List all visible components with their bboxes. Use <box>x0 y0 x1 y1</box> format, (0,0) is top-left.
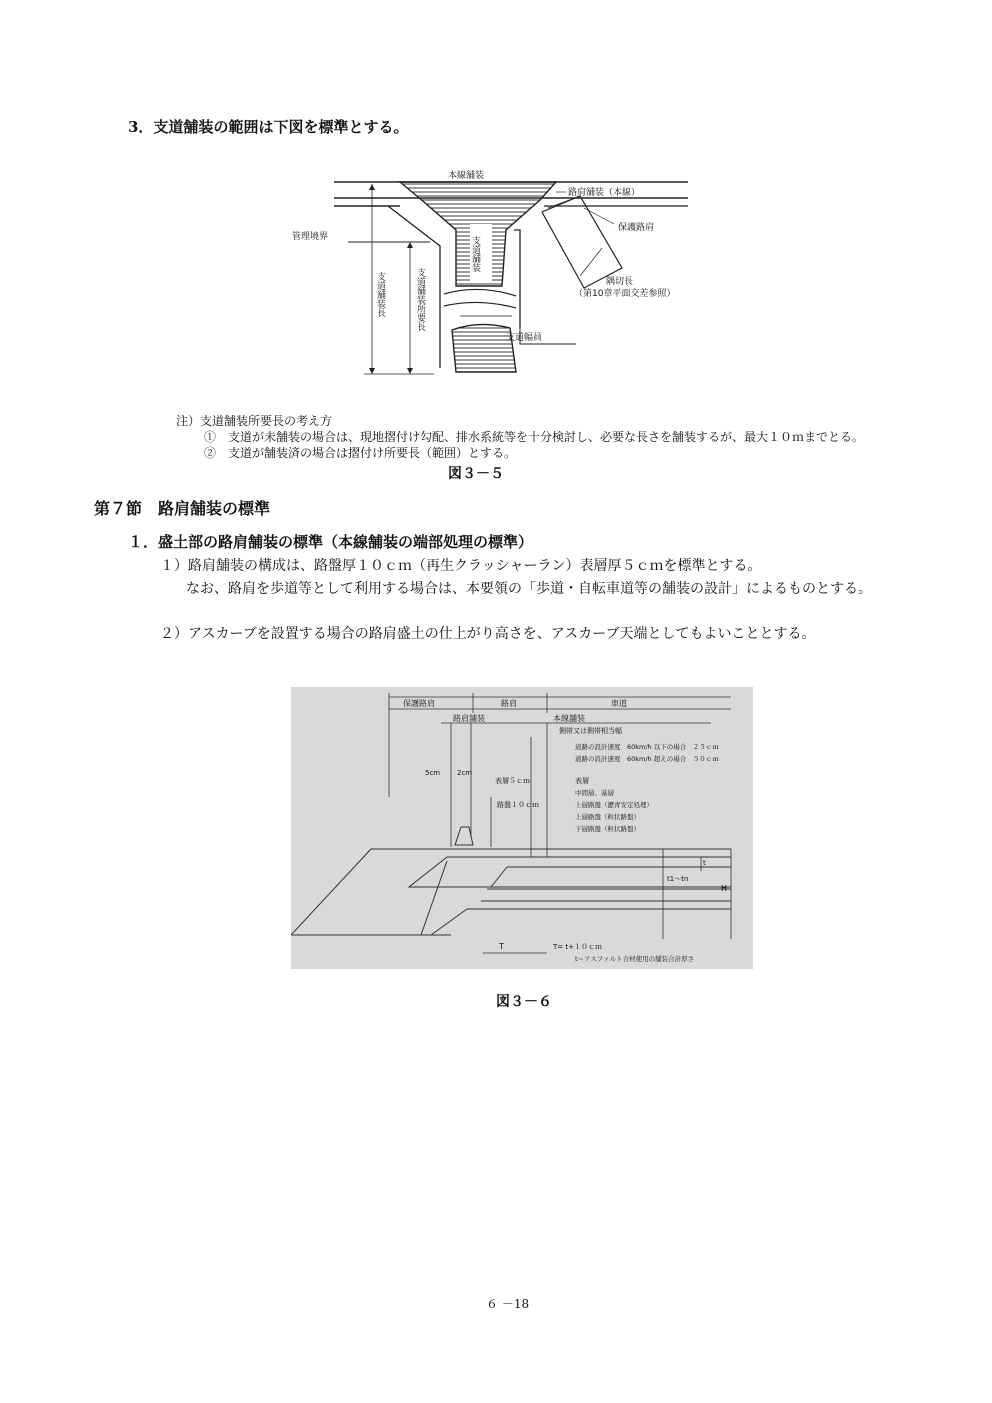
item-3-heading: 3．支道舗装の範囲は下図を標準とする。 <box>128 118 409 136</box>
f6-label-T: T <box>499 942 504 951</box>
section-7-title: 第７節 路肩舗装の標準 <box>94 499 271 518</box>
f6-formula-2: t＝アスファルト合材使用の舗装合計厚さ <box>575 955 695 963</box>
label-main-pavement: 本線舗装 <box>448 171 485 181</box>
f6-layer-upper-stab: 上層路盤（瀝青安定処理） <box>575 801 653 809</box>
f6-label-surface-5cm: 表層５ｃｍ <box>495 777 530 785</box>
f6-label-5cm: 5cm <box>425 769 441 777</box>
label-protective-shoulder: 保護路肩 <box>618 223 655 233</box>
note-item-2: ② 支道が舗装済の場合は摺付け所要長（範囲）とする。 <box>204 446 517 460</box>
f6-label-main-pavement: 本線舗装 <box>553 714 585 723</box>
label-branch-pavement-vertical: 支道舗装 <box>470 236 480 272</box>
note-item-1: ① 支道が未舗装の場合は、現地摺付け勾配、排水系統等を十分検討し、必要な長さを舗装するが、最大１０ｍまでとる。 <box>204 430 865 444</box>
label-management-boundary: 管理境界 <box>292 232 329 242</box>
f6-label-t: t <box>703 859 706 867</box>
label-corner-cut-length: 隅切長 <box>606 277 634 287</box>
para-1-line-2: なお、路肩を歩道等として利用する場合は、本要領の「歩道・自転車道等の舗装の設計」によるものとする。 <box>186 581 872 597</box>
label-branch-required-length: 支道舗装所要長 <box>415 268 425 331</box>
f6-label-2cm: 2cm <box>457 769 473 777</box>
figure-3-6-caption: 図３－６ <box>496 994 552 1010</box>
f6-label-carriageway: 車道 <box>611 699 627 708</box>
item-1-title: １．盛土部の路肩舗装の標準（本線舗装の端部処理の標準） <box>128 533 534 551</box>
f6-layer-intermediate: 中間層、基層 <box>575 789 614 797</box>
label-shoulder-pavement-main: 路肩舗装（本線） <box>568 188 641 198</box>
f6-formula-1: T= t+１０ｃｍ <box>553 943 602 951</box>
f6-label-side-strip: 側帯又は側帯相当幅 <box>559 727 622 735</box>
label-branch-pavement-length: 支道舗装長 <box>375 272 385 317</box>
f6-layer-upper-gran: 上層路盤（粒状路盤） <box>575 813 640 821</box>
figure-3-5-caption: 図３－５ <box>448 466 504 482</box>
f6-label-base-10cm: 路盤１０ｃｍ <box>497 801 539 809</box>
para-1-line-1: １）路肩舗装の構成は、路盤厚１０ｃｍ（再生クラッシャーラン）表層厚５ｃｍを標準とする。 <box>160 558 762 574</box>
f6-label-speed-high: 道路の設計速度 60km/h 超えの場合 ５０ｃｍ <box>575 755 719 763</box>
f6-label-shoulder-pavement: 路肩舗装 <box>453 714 485 723</box>
para-2-line-1: ２）アスカーブを設置する場合の路肩盛土の仕上がり高さを、アスカーブ天端としてもよいこととする。 <box>160 626 816 642</box>
f6-layer-lower-gran: 下層路盤（粒状路盤） <box>575 825 640 833</box>
f6-label-shoulder: 路肩 <box>501 699 517 708</box>
page-number: ６ －18 <box>486 1297 530 1311</box>
f6-label-H: H <box>721 884 728 893</box>
label-corner-cut-ref: （第10章平面交差参照） <box>574 289 676 299</box>
figure-3-6-shoulder-pavement-section <box>291 687 753 969</box>
note-title: 注）支道舗装所要長の考え方 <box>176 414 333 428</box>
figure-3-5-branch-pavement-diagram <box>284 158 700 390</box>
f6-label-t1-tn: t1～tn <box>667 875 689 883</box>
f6-label-protective-shoulder: 保護路肩 <box>403 699 435 708</box>
label-branch-width: 支道幅員 <box>506 333 543 343</box>
f6-label-speed-low: 道路の設計速度 60km/h 以下の場合 ２５ｃｍ <box>575 743 719 751</box>
f6-layer-surface: 表層 <box>575 777 589 785</box>
